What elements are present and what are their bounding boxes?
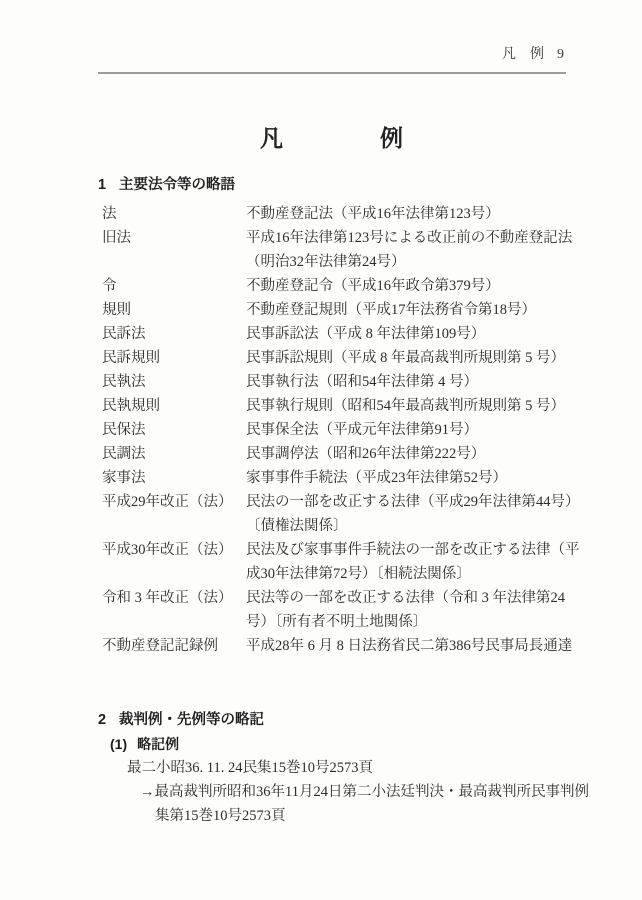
abbreviation-definition [246,202,566,226]
citation-expansion-text: 最高裁判所昭和36年11月24日第二小法廷判決・最高裁判所民事判例 [154,784,589,800]
abbreviation-definition [246,442,566,466]
abbreviation-term: 平成30年改正（法） [102,542,233,558]
abbreviation-term: 民執規則 [102,398,160,414]
abbreviation-row [98,370,566,394]
abbreviation-row [98,202,566,226]
abbreviation-term: 平成29年改正（法） [102,494,233,510]
citation-expansion-line1 [98,780,589,804]
abbreviation-definition [246,274,566,298]
abbreviation-term: 令 [102,278,117,294]
subsection-title: 略記例 [137,736,180,752]
definition-line: 号）〔所有者不明土地関係〕 [246,614,428,630]
definition-line: 民法等の一部を改正する法律（令和 3 年法律第24 [246,590,565,606]
abbreviation-row [98,490,580,538]
definition-line: 民事執行規則（昭和54年最高裁判所規則第 5 号） [246,398,565,414]
abbreviation-term: 不動産登記記録例 [102,638,218,654]
abbreviation-term: 民保法 [102,422,146,438]
abbreviation-row [98,274,566,298]
abbreviation-definition [246,346,566,370]
abbreviation-term: 法 [102,206,117,222]
definition-line: 不動産登記令（平成16年政令第379号） [246,278,500,294]
page-title: 凡 例 [260,126,404,151]
definition-line: 民法及び家事事件手続法の一部を改正する法律（平 [246,542,580,558]
definition-line: 家事事件手続法（平成23年法律第52号） [246,470,507,486]
subsection-label: (1) [110,736,128,752]
abbreviation-row [98,418,566,442]
abbreviation-term: 民訴法 [102,326,146,342]
section1-title: 主要法令等の略語 [119,177,235,193]
abbreviation-row [98,226,573,274]
abbreviation-row [98,538,580,586]
section1-heading [98,173,566,197]
abbreviation-term: 民訴規則 [102,350,160,366]
definition-line: 平成16年法律第123号による改正前の不動産登記法 [246,230,573,246]
abbreviation-term: 規則 [102,302,131,318]
definition-line: 〔債権法関係〕 [246,518,348,534]
definition-line: 民事調停法（昭和26年法律第222号） [246,446,486,462]
page-number: 9 [557,47,564,62]
abbreviation-term: 民調法 [102,446,146,462]
abbreviation-definition [246,418,566,442]
abbreviation-row [98,298,566,322]
abbreviation-definition [246,394,566,418]
section1-number: 1 [98,177,107,193]
definition-line: 民法の一部を改正する法律（平成29年法律第44号） [246,494,580,510]
running-head [98,48,566,62]
abbreviation-definition [246,226,573,274]
running-head-title: 凡 例 [502,47,544,62]
abbreviation-term: 家事法 [102,470,146,486]
definition-line: 民事執行法（昭和54年法律第 4 号） [246,374,478,390]
abbreviation-list [98,202,580,658]
citation-expansion-line2: 集第15巻10号2573頁 [155,808,286,824]
abbreviation-row [98,634,573,658]
citation-short-form: 最二小昭36. 11. 24民集15巻10号2573頁 [127,760,373,776]
definition-line: 不動産登記法（平成16年法律第123号） [246,206,500,222]
abbreviation-definition [246,490,580,538]
definition-line: 不動産登記規則（平成17年法務省令第18号） [246,302,536,318]
abbreviation-definition [246,586,566,634]
abbreviation-definition [246,466,566,490]
abbreviation-term: 民執法 [102,374,146,390]
abbreviation-term: 令和 3 年改正（法） [102,590,233,606]
section2-title: 裁判例・先例等の略記 [119,712,264,728]
abbreviation-row [98,442,566,466]
abbreviation-row [98,394,566,418]
abbreviation-row [98,322,566,346]
abbreviation-row [98,586,566,634]
definition-line: 民事保全法（平成元年法律第91号） [246,422,478,438]
subsection-heading [98,732,566,756]
abbreviation-row [98,346,566,370]
citation-example [98,756,589,828]
abbreviation-definition [246,370,566,394]
abbreviation-definition [246,538,580,586]
definition-line: （明治32年法律第24号） [246,254,406,270]
definition-line: 民事訴訟法（平成 8 年法律第109号） [246,326,486,342]
abbreviation-term: 旧法 [102,230,131,246]
definition-line: 平成28年 6 月 8 日法務省民二第386号民事局長通達 [246,638,573,654]
definition-line: 成30年法律第72号）〔相続法関係〕 [246,566,471,582]
right-arrow-icon: → [140,784,155,800]
abbreviation-definition [246,634,573,658]
definition-line: 民事訴訟規則（平成 8 年最高裁判所規則第 5 号） [246,350,565,366]
section2-heading [98,708,566,732]
header-rule [98,72,566,74]
abbreviation-row [98,466,566,490]
abbreviation-definition [246,322,566,346]
abbreviation-definition [246,298,566,322]
section2-number: 2 [98,712,107,728]
